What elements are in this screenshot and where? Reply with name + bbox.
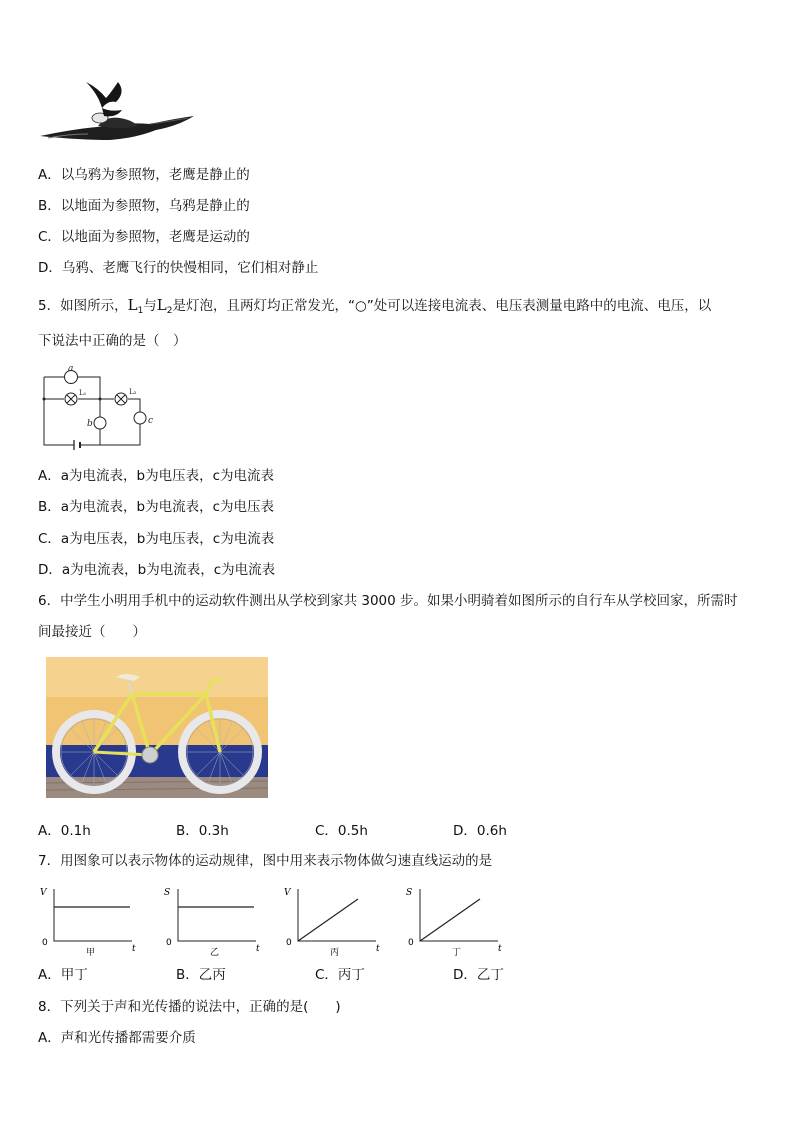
graph-y-label: V	[40, 888, 47, 898]
q5-stem-part: 5．如图所示，	[38, 298, 128, 314]
circuit-label-l2: L₂	[129, 388, 137, 396]
q5-stem-line1	[38, 296, 711, 320]
q5-stem-line2: 下说法中正确的是（ ）	[38, 333, 187, 349]
graph-y-label: S	[406, 888, 413, 898]
graph-name: 丁	[452, 948, 462, 957]
q8-stem: 8．下列关于声和光传播的说法中，正确的是( )	[38, 999, 341, 1015]
graph-name: 乙	[210, 948, 220, 957]
q4-option-a: A．以乌鸦为参照物，老鹰是静止的	[38, 167, 250, 183]
q4-option-c: C．以地面为参照物，老鹰是运动的	[38, 229, 250, 245]
graph-x-label: t	[498, 944, 502, 954]
graph-x-label: t	[256, 944, 260, 954]
q6-option-a: A．0.1h	[38, 823, 91, 839]
q7-option-a: A．甲丁	[38, 967, 88, 983]
graph-y-label: S	[164, 888, 171, 898]
q6-stem-line2: 间最接近（ ）	[38, 624, 146, 640]
circuit-label-c: c	[148, 416, 154, 426]
q5-option-a: A．a为电流表，b为电压表，c为电流表	[38, 468, 274, 484]
q6-option-d: D．0.6h	[453, 823, 507, 839]
l1-subscript: 1	[137, 306, 144, 316]
circuit-label-l1: L₁	[79, 389, 87, 397]
bicycle-photo	[46, 657, 268, 798]
graph-x-label: t	[376, 944, 380, 954]
q7-option-b: B．乙丙	[176, 967, 226, 983]
graph-origin: 0	[42, 938, 48, 948]
q5-option-d: D．a为电流表，b为电流表，c为电流表	[38, 562, 276, 578]
graph-origin: 0	[286, 938, 292, 948]
graph-y-label: V	[284, 888, 291, 898]
l1-symbol: L	[127, 296, 138, 314]
graph-name: 丙	[330, 948, 340, 957]
q7-option-d: D．乙丁	[453, 967, 504, 983]
circuit-diagram	[40, 365, 158, 453]
q4-option-d: D．乌鸦、老鹰飞行的快慢相同，它们相对静止	[38, 260, 319, 276]
graph-jia	[36, 885, 138, 957]
circuit-label-a: a	[68, 365, 74, 374]
q4-option-b: B．以地面为参照物，乌鸦是静止的	[38, 198, 250, 214]
graph-origin: 0	[408, 938, 414, 948]
q7-option-c: C．丙丁	[315, 967, 365, 983]
graph-ding	[402, 885, 504, 957]
graph-bing	[280, 885, 382, 957]
eagle-crow-figure	[38, 78, 196, 154]
graph-x-label: t	[132, 944, 136, 954]
q7-stem: 7．用图象可以表示物体的运动规律，图中用来表示物体做匀速直线运动的是	[38, 853, 493, 869]
l2-symbol: L	[156, 296, 167, 314]
graph-name: 甲	[86, 948, 96, 957]
circuit-label-b: b	[87, 419, 93, 429]
graph-origin: 0	[166, 938, 172, 948]
q6-stem-line1: 6．中学生小明用手机中的运动软件测出从学校到家共 3000 步。如果小明骑着如图所示的自行车从学校回家，所需时	[38, 593, 738, 609]
q5-option-b: B．a为电流表，b为电流表，c为电压表	[38, 499, 275, 515]
l2-subscript: 2	[166, 306, 173, 316]
q5-stem-part: 与	[143, 298, 157, 314]
graph-yi	[160, 885, 262, 957]
q5-stem-part: 是灯泡，且两灯均正常发光，“○”处可以连接电流表、电压表测量电路中的电流、电压，以	[172, 298, 712, 314]
q6-option-c: C．0.5h	[315, 823, 368, 839]
q5-option-c: C．a为电压表，b为电压表，c为电流表	[38, 531, 275, 547]
q8-option-a: A．声和光传播都需要介质	[38, 1030, 196, 1046]
q6-option-b: B．0.3h	[176, 823, 229, 839]
